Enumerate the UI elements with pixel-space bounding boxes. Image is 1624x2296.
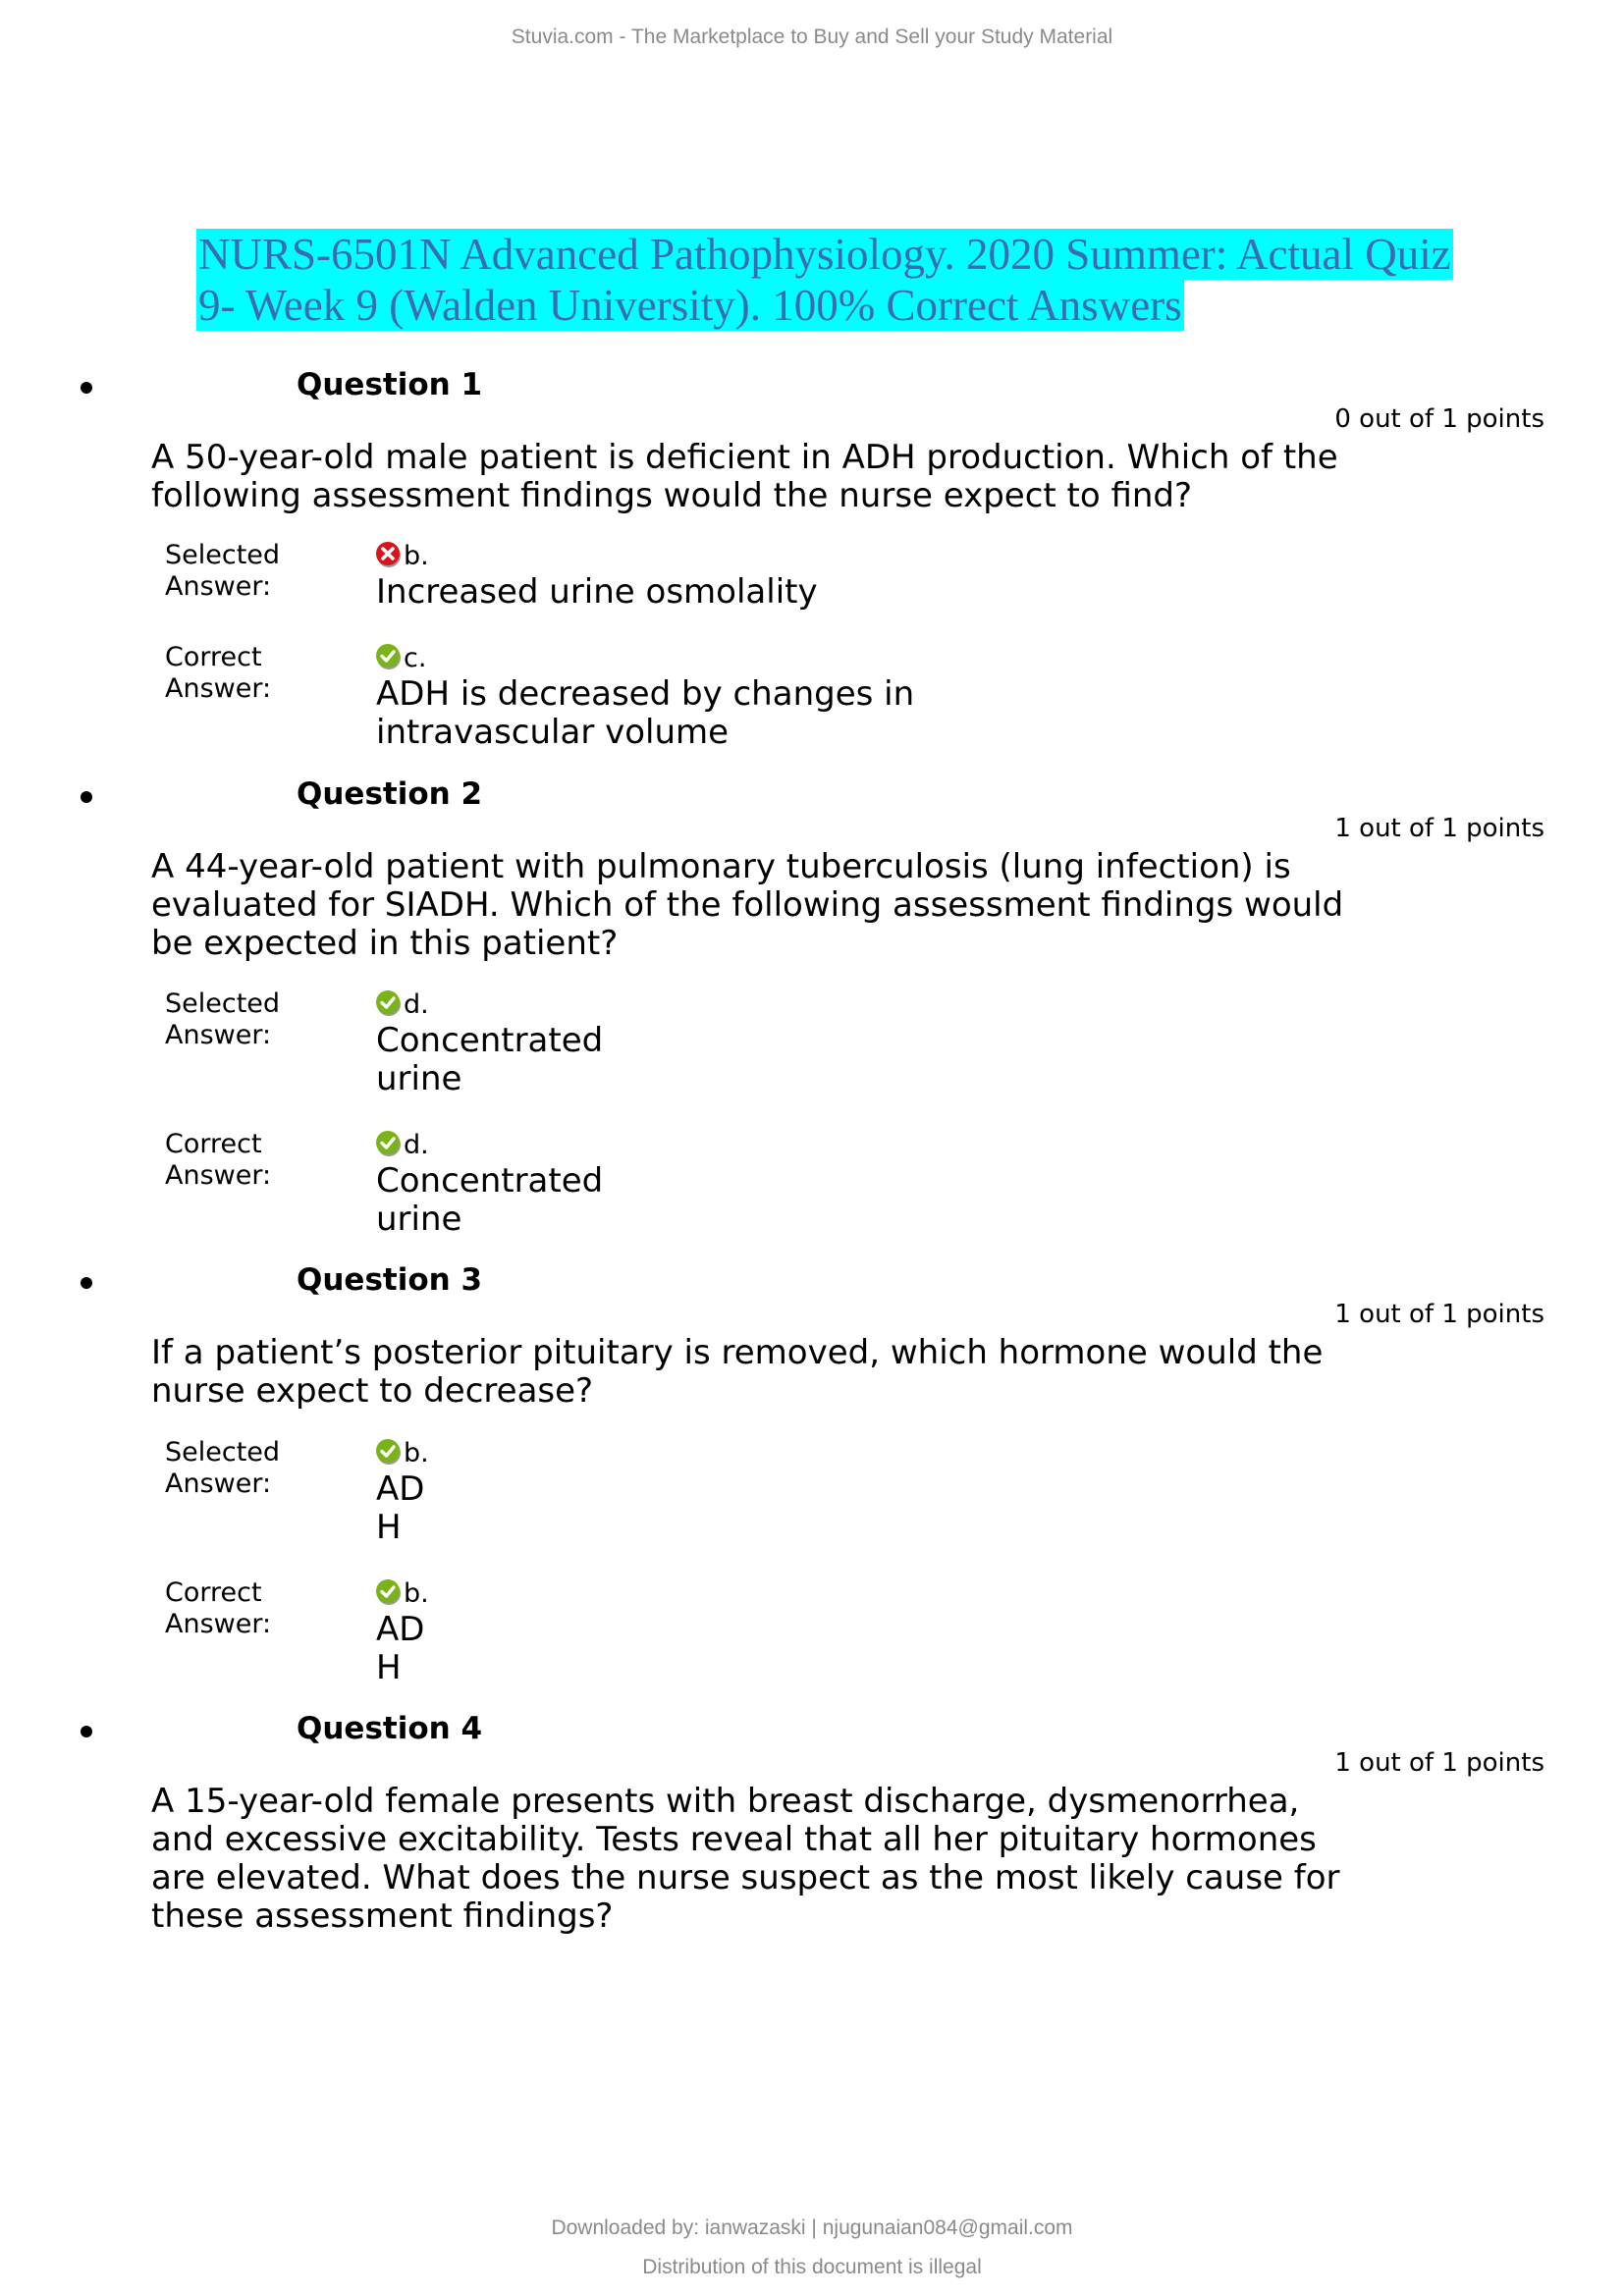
label-line: Answer: [165, 1160, 272, 1191]
correct-check-icon [376, 990, 400, 1014]
question-heading: Question 2 [297, 776, 483, 812]
answer-text: Increased urine osmolality [376, 572, 818, 612]
points-score: 1 out of 1 points [1334, 1748, 1544, 1778]
answer-letter: d. [404, 989, 429, 1020]
bullet-icon [81, 1726, 92, 1737]
label-line: Answer: [165, 1468, 272, 1499]
answer-text-line: Concentrated [376, 1021, 604, 1060]
title-line-2: 9- Week 9 (Walden University). 100% Correct Answers [198, 281, 1182, 330]
points-score: 1 out of 1 points [1334, 814, 1544, 843]
correct-check-icon [376, 1439, 400, 1463]
answer-letter: b. [404, 1438, 429, 1468]
correct-answer-label [165, 1129, 342, 1192]
question-text: A 50-year-old male patient is deficient in ADH production. Which of the following assessment findings would the nurse expect to find? [151, 438, 1338, 515]
correct-check-icon [376, 1131, 400, 1154]
answer-letter: d. [404, 1130, 429, 1160]
answer-text-line: urine [376, 1059, 462, 1098]
selected-answer-label [165, 1437, 342, 1500]
document-title [196, 229, 1463, 331]
bullet-icon [81, 1277, 92, 1289]
selected-answer [376, 1437, 429, 1547]
selected-answer-label [165, 988, 342, 1051]
bullet-icon [81, 382, 92, 394]
selected-answer-label [165, 540, 342, 603]
label-line: Selected [165, 1437, 281, 1468]
answer-letter: b. [404, 1578, 429, 1609]
question-text: A 44-year-old patient with pulmonary tuberculosis (lung infection) is evaluated for SIADH. Which of the following assessment findings would be expected in this patient? [151, 847, 1344, 963]
correct-answer [376, 1577, 429, 1687]
correct-answer [376, 1129, 603, 1239]
label-line: Answer: [165, 571, 272, 602]
answer-text-line: Concentrated [376, 1161, 604, 1201]
question-heading: Question 1 [297, 367, 483, 402]
label-line: Answer: [165, 1020, 272, 1050]
label-line: Correct [165, 642, 262, 672]
correct-answer-label [165, 1577, 342, 1640]
label-line: Selected [165, 988, 281, 1019]
answer-letter: c. [404, 643, 427, 673]
label-line: Answer: [165, 1609, 272, 1639]
label-line: Answer: [165, 673, 272, 704]
label-line: Selected [165, 540, 281, 570]
question-heading: Question 3 [297, 1262, 483, 1298]
answer-text-line: AD [376, 1469, 425, 1509]
answer-text-line: intravascular volume [376, 713, 730, 752]
question-text: If a patient’s posterior pituitary is removed, which hormone would the nurse expect to decrease? [151, 1333, 1324, 1411]
title-line-1: NURS-6501N Advanced Pathophysiology. 2020 Summer: Actual Quiz [198, 230, 1451, 279]
selected-answer [376, 988, 603, 1098]
points-score: 1 out of 1 points [1334, 1300, 1544, 1329]
question-heading: Question 4 [297, 1711, 483, 1746]
answer-text-line: urine [376, 1200, 462, 1239]
label-line: Correct [165, 1129, 262, 1159]
label-line: Correct [165, 1577, 262, 1608]
answer-text-line: H [376, 1508, 402, 1547]
correct-answer [376, 642, 914, 752]
question-text: A 15-year-old female presents with breast discharge, dysmenorrhea, and excessive excitability. Tests reveal that all her pituitary hormones are elevated. What does the nurse suspect as the most likely cause for these assessment findings? [151, 1782, 1340, 1936]
selected-answer [376, 540, 818, 612]
correct-check-icon [376, 644, 400, 667]
bullet-icon [81, 791, 92, 803]
answer-text-line: AD [376, 1610, 425, 1649]
points-score: 0 out of 1 points [1334, 404, 1544, 434]
answer-letter: b. [404, 541, 429, 571]
answer-text-line: ADH is decreased by changes in [376, 674, 915, 714]
footer-downloaded-by: Downloaded by: ianwazaski | njugunaian084@gmail.com [551, 2216, 1073, 2239]
incorrect-x-icon [376, 542, 400, 565]
header-watermark: Stuvia.com - The Marketplace to Buy and Sell your Study Material [511, 26, 1113, 48]
footer-notice: Distribution of this document is illegal [642, 2256, 982, 2278]
correct-check-icon [376, 1579, 400, 1603]
correct-answer-label [165, 642, 342, 705]
answer-text-line: H [376, 1648, 402, 1687]
